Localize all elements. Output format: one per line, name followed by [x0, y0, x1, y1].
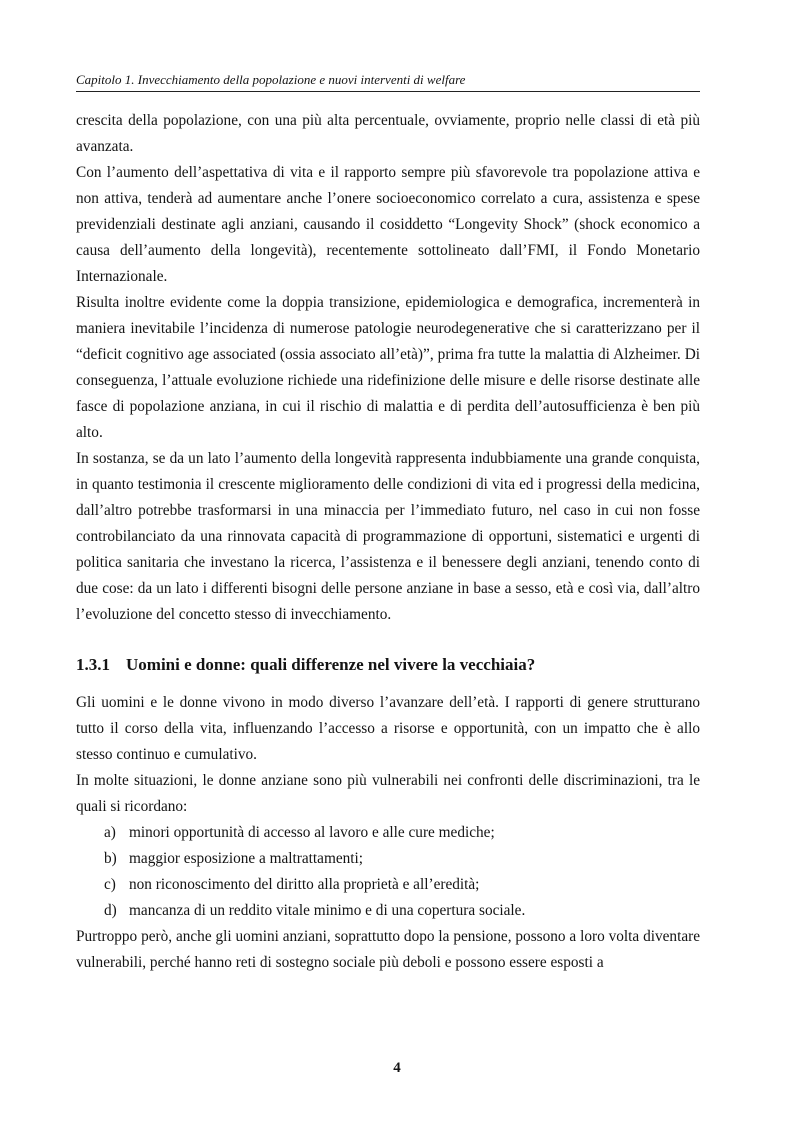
- paragraph: Con l’aumento dell’aspettativa di vita e il rapporto sempre più sfavorevole tra popolazione attiva e non attiva, tenderà ad aumentare anche l’onere socioeconomico correlato a cura, assistenza e spese previdenziali destinate agli anziani, causando il cosiddetto “Longevity Shock” (shock economico a causa dell’aumento della longevità), recentemente sottolineato dall’FMI, il Fondo Monetario Internazionale.: [76, 164, 700, 285]
- list-item-text: maggior esposizione a maltrattamenti;: [129, 850, 364, 867]
- paragraph: In sostanza, se da un lato l’aumento della longevità rappresenta indubbiamente una grande conquista, in quanto testimonia il crescente miglioramento delle condizioni di vita ed i progressi della medicina, dall’altro potrebbe trasformarsi in una minaccia per l’immediato futuro, nel caso in cui non fosse controbilanciato da una rinnovata capacità di programmazione di opportuni, sistematici e urgenti di politica sanitaria che investano la ricerca, l’assistenza e il benessere degli anziani, tenendo conto di due cose: da un lato i differenti bisogni delle persone anziane in base a sesso, età e così via, dall’altro l’evoluzione del concetto stesso di invecchiamento.: [76, 450, 700, 623]
- paragraph: Risulta inoltre evidente come la doppia transizione, epidemiologica e demografica, incrementerà in maniera inevitabile l’incidenza di numerose patologie neurodegenerative che si caratterizzano per il “deficit cognitivo age associated (ossia associato all’età)”, prima fra tutte la malattia di Alzheimer. Di conseguenza, l’attuale evoluzione richiede una ridefinizione delle misure e delle risorse destinate alle fasce di popolazione anziana, in cui il rischio di malattia e di perdita dell’autosufficienza è ben più alto.: [76, 294, 700, 441]
- list-item: [76, 872, 700, 898]
- page-body: [76, 108, 700, 976]
- list-item-text: minori opportunità di accesso al lavoro e alle cure mediche;: [129, 824, 495, 841]
- page-number: 4: [393, 1060, 401, 1076]
- paragraph: Gli uomini e le donne vivono in modo diverso l’avanzare dell’età. I rapporti di genere strutturano tutto il corso della vita, influenzando l’accesso a risorse e opportunità, con un impatto che è allo stesso continuo e cumulativo.: [76, 694, 700, 763]
- section-number: 1.3.1: [76, 655, 110, 674]
- list-marker: b): [104, 850, 117, 867]
- paragraph: crescita della popolazione, con una più alta percentuale, ovviamente, proprio nelle classi di età più avanzata.: [76, 112, 700, 155]
- list-item: [76, 898, 700, 924]
- running-header: Capitolo 1. Invecchiamento della popolazione e nuovi interventi di welfare: [76, 72, 700, 92]
- section-title: Uomini e donne: quali differenze nel vivere la vecchiaia?: [126, 655, 536, 674]
- list-item: [76, 820, 700, 846]
- paragraph: In molte situazioni, le donne anziane sono più vulnerabili nei confronti delle discriminazioni, tra le quali si ricordano:: [76, 772, 700, 815]
- list-item: [76, 846, 700, 872]
- list-item-text: mancanza di un reddito vitale minimo e di una copertura sociale.: [129, 902, 526, 919]
- list-item-text: non riconoscimento del diritto alla proprietà e all’eredità;: [129, 876, 480, 893]
- list-marker: a): [104, 824, 116, 841]
- section-heading: [76, 654, 700, 676]
- paragraph: Purtroppo però, anche gli uomini anziani, soprattutto dopo la pensione, possono a loro volta diventare vulnerabili, perché hanno reti di sostegno sociale più deboli e possono essere esposti a: [76, 928, 700, 971]
- list-marker: d): [104, 902, 117, 919]
- discrimination-list: [76, 820, 700, 924]
- list-marker: c): [104, 876, 116, 893]
